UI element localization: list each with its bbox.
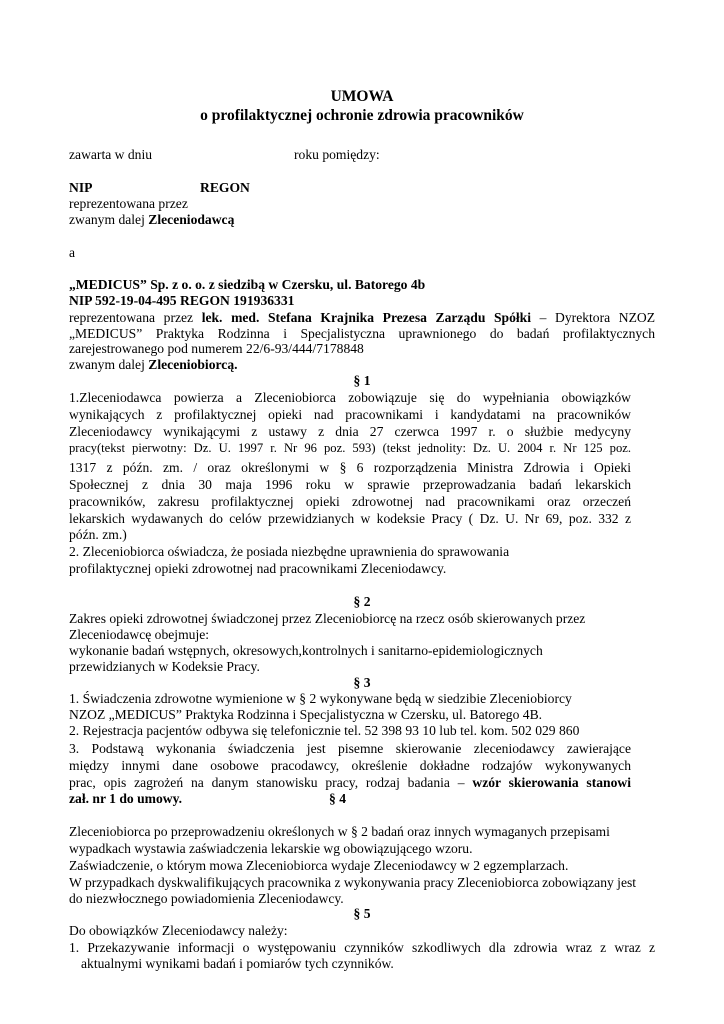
party2-zwanym: [69, 357, 238, 373]
party2-name: „MEDICUS” Sp. z o. o. z siedzibą w Czersku, ul. Batorego 4b: [69, 277, 426, 292]
s1-line: 1.Zleceniodawca powierza a Zleceniobiorca zobowiązuje się do wypełniania obowiązków: [69, 390, 631, 405]
conjunction-a: a: [69, 245, 76, 260]
s3-line: [69, 774, 631, 791]
s2-line: Zakres opieki zdrowotnej świadczonej przez Zleceniobiorcę na rzecz osób skierowanych przez: [69, 611, 586, 626]
intro-zawarta: zawarta w dniu: [69, 147, 153, 162]
s1-line: wynikających z profilaktycznej opieki nad pracownikami i kandydatami na pracowników: [69, 407, 631, 422]
party2-representative: [69, 309, 655, 326]
s1-line: późn. zm.): [69, 527, 127, 542]
party1-reprezentowana: reprezentowana przez: [69, 196, 188, 211]
s3-line: 3. Podstawą wykonania świadczenia jest pisemne skierowanie zleceniodawcy zawierające: [69, 741, 631, 756]
s3-line: NZOZ „MEDICUS” Praktyka Rodzinna i Specjalistyczna w Czersku, ul. Batorego 4B.: [69, 707, 543, 722]
s4-line: do niezwłocznego powiadomienia Zleceniodawcy.: [69, 891, 344, 906]
s3-line: między innymi dane osobowe pracodawcy, określenie dokładne rodzajów wykonywanych: [69, 758, 631, 773]
party2-nip-regon: NIP 592-19-04-495 REGON 191936331: [69, 293, 295, 308]
s4-line: W przypadkach dyskwalifikujących pracownika z wykonywania pracy Zleceniobiorca zobowiązany jest: [69, 875, 637, 890]
s1-line: profilaktycznej opieki zdrowotnej nad pracownikami Zleceniodawcy.: [69, 561, 447, 576]
party2-rep-suffix: – Dyrektora NZOZ: [531, 310, 656, 325]
party1-nip: NIP: [69, 180, 93, 195]
s3-line6-text: prac, opis zagrożeń na danym stanowisku pracy, rodzaj badania –: [69, 775, 473, 790]
s1-line: 1317 z późn. zm. / oraz określonymi w § 6 rozporządzenia Ministra Zdrowia i Opieki: [69, 460, 631, 475]
intro-roku: roku pomiędzy:: [294, 147, 380, 162]
section-4-heading: § 4: [329, 791, 346, 806]
s3-line: 2. Rejestracja pacjentów odbywa się telefonicznie tel. 52 398 93 10 lub tel. kom. 502 029 860: [69, 723, 580, 738]
s5-line: Do obowiązków Zleceniodawcy należy:: [69, 923, 288, 938]
s1-line: lekarskich wydawanych do celów przewidzianych w kodeksie Pracy ( Dz. U. Nr 69, poz. 332 z: [69, 511, 631, 526]
s4-line: wypadkach wystawia zaświadczenia lekarskie wg obowiązującego wzoru.: [69, 841, 473, 856]
s1-line: Zleceniodawcy wynikającymi z ustawy z dnia 27 czerwca 1997 r. o służbie medycyny: [69, 424, 631, 439]
section-3-heading: § 3: [353, 675, 371, 690]
s3-line6-bold: wzór skierowania stanowi: [472, 775, 631, 790]
section-1-heading: § 1: [353, 373, 371, 388]
s4-line: Zaświadczenie, o którym mowa Zleceniobiorca wydaje Zleceniodawcy w 2 egzemplarzach.: [69, 858, 569, 873]
party2-zwanym-name: Zleceniobiorcą.: [148, 357, 238, 372]
document-title: UMOWA: [330, 88, 394, 105]
party2-line2: „MEDICUS” Praktyka Rodzinna i Specjalistyczna uprawnionego do badań profilaktycznych: [69, 326, 655, 341]
s1-line: pracowników, zakresu profilaktycznej opieki zdrowotnej nad pracownikami oraz orzeczeń: [69, 494, 631, 509]
party1-zwanym-name: Zleceniodawcą: [148, 212, 235, 227]
s2-line: Zleceniodawcę obejmuje:: [69, 627, 210, 642]
s5-line: aktualnymi wynikami badań i pomiarów tych czynników.: [81, 956, 394, 971]
s4-line: Zleceniobiorca po przeprowadzeniu określonych w § 2 badań oraz innych wymaganych przepisami: [69, 824, 610, 839]
party2-rep-name: lek. med. Stefana Krajnika Prezesa Zarządu Spółki: [201, 310, 532, 325]
s5-line: 1. Przekazywanie informacji o występowaniu czynników szkodliwych dla zdrowia wraz z wraz z: [69, 940, 655, 955]
s3-line: 1. Świadczenia zdrowotne wymienione w § 2 wykonywane będą w siedzibie Zleceniobiorcy: [69, 691, 572, 706]
party2-zwanym-prefix: zwanym dalej: [69, 357, 149, 372]
section-2-heading: § 2: [353, 594, 371, 609]
party2-rep-prefix: reprezentowana przez: [69, 310, 202, 325]
s1-line: Społecznej z dnia 30 maja 1996 roku w sprawie przeprowadzania badań lekarskich: [69, 477, 631, 492]
s1-line: pracy(tekst pierwotny: Dz. U. 1997 r. Nr 96 poz. 593) (tekst jednolity: Dz. U. 2004 r. Nr 125 poz.: [69, 441, 631, 455]
s2-line: przewidzianych w Kodeksie Pracy.: [69, 659, 260, 674]
document-subtitle: o profilaktycznej ochronie zdrowia pracowników: [200, 107, 524, 124]
section-5-heading: § 5: [353, 906, 371, 921]
party2-line3: zarejestrowanego pod numerem 22/6-93/444/7178848: [69, 341, 364, 356]
party1-regon: REGON: [200, 180, 250, 195]
party1-zwanym-prefix: zwanym dalej: [69, 212, 149, 227]
s1-line: 2. Zleceniobiorca oświadcza, że posiada niezbędne uprawnienia do sprawowania: [69, 544, 510, 559]
s2-line: wykonanie badań wstępnych, okresowych,kontrolnych i sanitarno-epidemiologicznych: [69, 643, 543, 658]
party1-zwanym: [69, 212, 234, 228]
s3-line: zał. nr 1 do umowy.: [69, 791, 183, 806]
